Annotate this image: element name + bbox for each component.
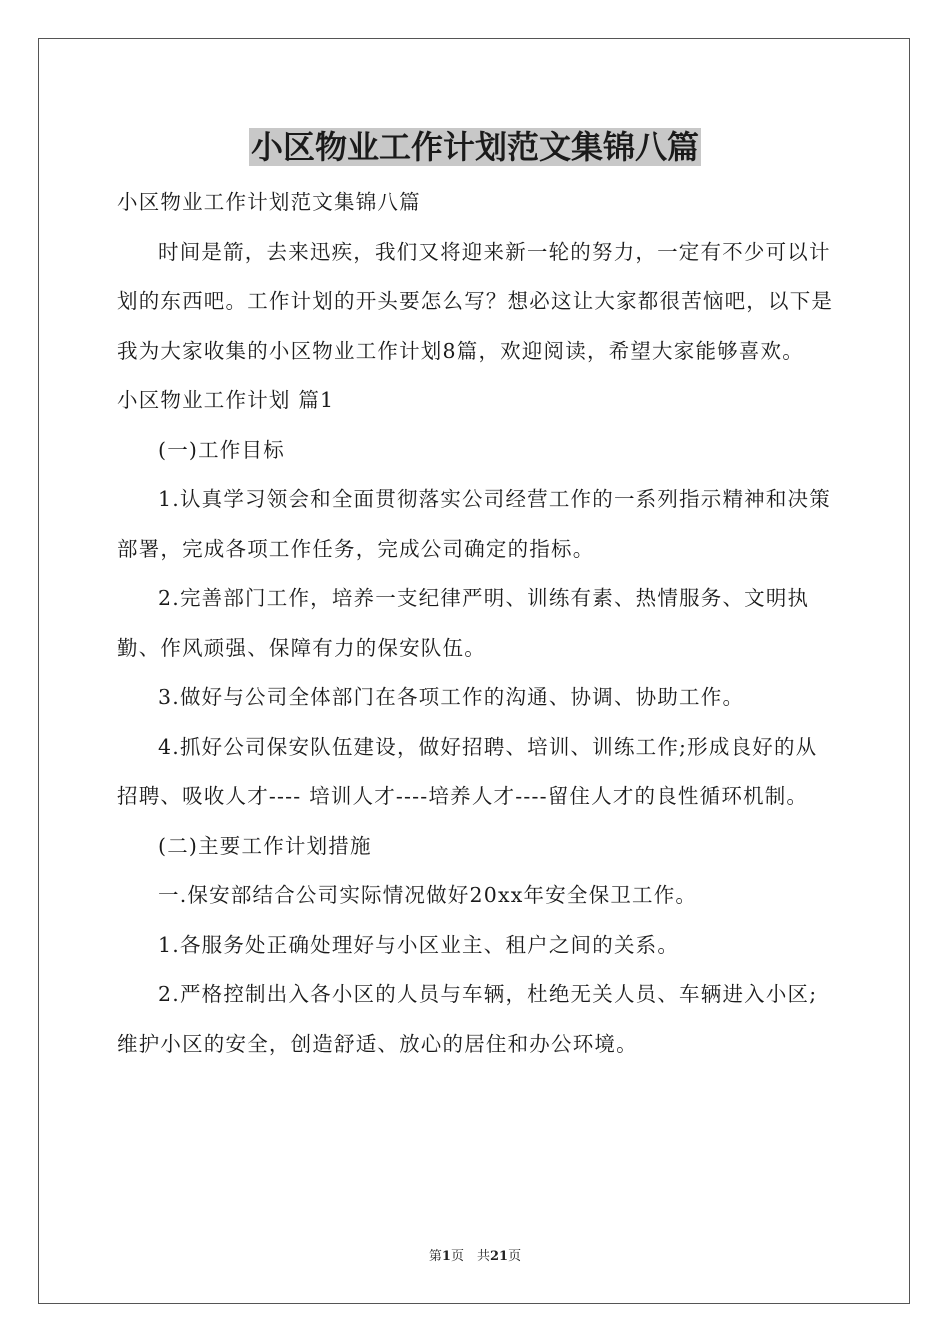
page-footer (0, 1245, 950, 1264)
paragraph-3: (一)工作目标 (158, 437, 285, 462)
footer-total-pages: 21 (489, 1249, 509, 1264)
footer-page-number: 1 (441, 1249, 451, 1264)
paragraph-7: 4.抓好公司保安队伍建设，做好招聘、培训、训练工作;形成良好的从招聘、吸收人才---- 培训人才----培养人才----留住人才的良性循环机制。 (117, 734, 818, 808)
footer-suffix: 页 (508, 1249, 522, 1264)
footer-prefix: 第 (428, 1249, 442, 1264)
paragraph-4: 1.认真学习领会和全面贯彻落实公司经营工作的一系列指示精神和决策部署，完成各项工作任务，完成公司确定的指标。 (117, 487, 831, 561)
paragraph-1: 时间是箭，去来迅疾，我们又将迎来新一轮的努力，一定有不少可以计划的东西吧。工作计划的开头要怎么写？想必这让大家都很苦恼吧，以下是我为大家收集的小区物业工作计划8篇，欢迎阅读，希望大家能够喜欢。 (117, 239, 834, 363)
footer-mid: 页 共 (450, 1249, 490, 1264)
paragraph-11: 2.严格控制出入各小区的人员与车辆，杜绝无关人员、车辆进入小区;维护小区的安全，创造舒适、放心的居住和办公环境。 (117, 982, 818, 1056)
paragraph-6: 3.做好与公司全体部门在各项工作的沟通、协调、协助工作。 (158, 685, 745, 709)
paragraph-9: 一.保安部结合公司实际情况做好20xx年安全保卫工作。 (158, 883, 698, 907)
section-heading-1: 小区物业工作计划 篇1 (117, 388, 335, 412)
document-title (0, 122, 950, 172)
title-text: 小区物业工作计划范文集锦八篇 (250, 128, 699, 166)
paragraph-0: 小区物业工作计划范文集锦八篇 (117, 190, 421, 214)
paragraph-8: (二)主要工作计划措施 (158, 833, 372, 858)
paragraph-5: 2.完善部门工作，培养一支纪律严明、训练有素、热情服务、文明执勤、作风顽强、保障有力的保安队伍。 (117, 586, 810, 660)
paragraph-10: 1.各服务处正确处理好与小区业主、租户之间的关系。 (158, 932, 680, 957)
document-body (117, 178, 835, 1069)
